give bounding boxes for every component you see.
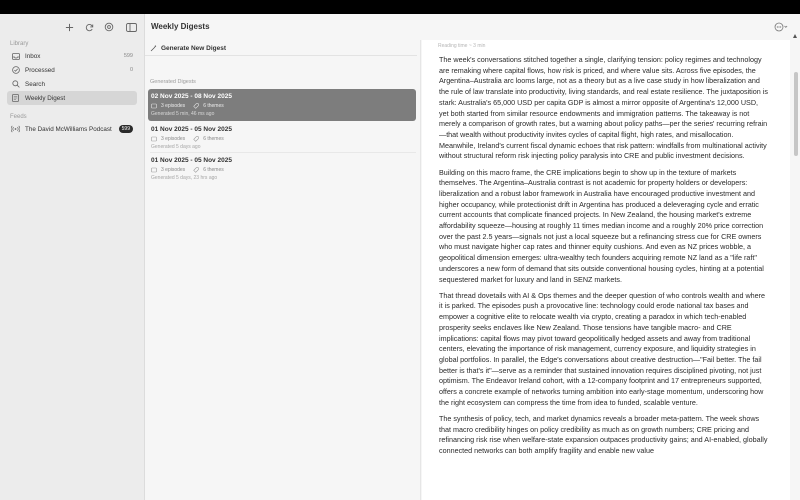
article-paragraph: The synthesis of policy, tech, and market dynamics reveals a broader meta-pattern. The week shows that macro credibility hinges on policy credibility as much as on growth numbers; CRE pricing and refinancing risk rise when welfare-state expansion outpaces productivity gains; and AI-enabled, globally connected networks can both amplify fragility and enable new value (439, 414, 768, 456)
feeds-section-label: Feeds (10, 114, 27, 120)
check-circle-icon (11, 66, 20, 75)
main-header (145, 14, 800, 40)
digest-themes: 6 themes (203, 136, 224, 142)
sidebar-item-label: The David McWilliams Podcast (25, 125, 112, 133)
processed-count: 0 (129, 67, 133, 73)
generate-digest-label: Generate New Digest (161, 44, 227, 52)
digest-episodes: 3 episodes (161, 103, 186, 109)
themes-icon (193, 136, 199, 142)
sidebar-item-label: Search (25, 80, 45, 88)
digest-list-pane (145, 40, 421, 500)
digest-title: 02 Nov 2025 - 08 Nov 2025 (151, 93, 232, 100)
episodes-icon (151, 167, 157, 173)
digest-reader[interactable] (422, 40, 790, 500)
digest-episodes: 3 episodes (161, 136, 186, 142)
sidebar-item-label: Weekly Digest (25, 94, 66, 102)
digest-generated-time: Generated 5 days, 23 hrs ago (151, 175, 218, 181)
article-paragraph: The week's conversations stitched together a single, clarifying tension: policy regimes and technology are remaking where capital flows, how risk is priced, and where value sits. Across five episodes, the Argentina–Australia arc looms large, not as a theory but as a live case study in how liberalization and the rule of law translate into productivity, living standards, and real estate resilience. The juxtaposition is stark: Australia's 65,000 USD per capita GDP is almost a mirror opposite of Argentina's 12,000 USD, yet both started from similar resource endowments and immigration patterns. The takeaway is not merely a comparison of growth rates, but a warning about policy paths—per the series' recurring refrain—that wealth without productivity invites cycles of capital flight, high rates, and misallocation. Meanwhile, Ireland's current fiscal dynamic echoes that risk pattern: windfalls from multinational activity without structural reform risk injecting policy paralysis into CRE and public investment decisions. (439, 55, 768, 161)
generate-digest-button[interactable] (150, 42, 226, 54)
digest-generated-time: Generated 5 min, 46 ms ago (151, 111, 215, 117)
scroll-up-arrow-icon[interactable] (793, 34, 797, 38)
digest-generated-time: Generated 5 days ago (151, 144, 201, 150)
settings-icon[interactable] (101, 19, 117, 35)
divider (145, 55, 417, 56)
article-paragraph: Building on this macro frame, the CRE implications begin to show up in the texture of markets themselves. The Argentina–Australia contrast is not academic for property holders or developers: liberalization and a robust labor framework in Australia have encouraged productive investment and higher occupancy, while protectionist drift in Argentina has produced a deleveraging cycle and erratic current accounts that complicate financed projects. In New Zealand, the housing market's extreme affordability squeeze—housing at roughly 11 times median income and a roughly 20% price correction over the past 2.5 years—signals not just a local squeeze but a refinancing stress cue for CRE owners who must navigate higher cap rates and thinner equity cushions. And even as NZ prices wobble, a geopolitical dimension emerges: ultra-wealthy tech founders acquiring remote NZ land as a "life raft" underscores a new form of demand that sits outside conventional housing cycles, hinting at a potential sequestered market for luxury and land in SENZ markets. (439, 167, 764, 284)
sparkle-icon (150, 45, 157, 52)
digest-article (439, 55, 769, 462)
search-icon (11, 80, 20, 89)
library-section-label: Library (10, 41, 29, 47)
sidebar (0, 14, 145, 500)
inbox-count: 599 (123, 53, 133, 59)
refresh-icon[interactable] (81, 19, 97, 35)
inbox-icon (11, 52, 20, 61)
digest-item[interactable] (148, 153, 416, 185)
more-circle-icon[interactable] (774, 21, 788, 33)
plus-icon[interactable] (61, 19, 77, 35)
reading-time: Reading time ~ 3 min (438, 43, 486, 49)
digest-themes: 6 themes (203, 103, 224, 109)
digest-episodes: 3 episodes (161, 167, 186, 173)
sidebar-toggle-icon[interactable] (123, 19, 139, 35)
page-title: Weekly Digests (151, 22, 210, 31)
digest-title: 01 Nov 2025 - 05 Nov 2025 (151, 157, 232, 164)
themes-icon (193, 103, 199, 109)
digest-item[interactable] (148, 89, 416, 121)
digest-meta (151, 135, 413, 143)
app-window (0, 14, 800, 500)
digest-item[interactable] (148, 122, 416, 154)
episodes-icon (151, 103, 157, 109)
themes-icon (193, 167, 199, 173)
sidebar-item-processed[interactable] (7, 63, 137, 77)
digest-meta (151, 102, 413, 110)
sidebar-item-label: Inbox (25, 52, 41, 60)
generated-digests-label: Generated Digests (150, 79, 196, 85)
digest-meta (151, 166, 413, 174)
document-icon (11, 94, 20, 103)
feed-count-badge: 599 (119, 125, 133, 133)
sidebar-item-label: Processed (25, 66, 55, 74)
sidebar-item-inbox[interactable] (7, 49, 137, 63)
sidebar-feed-item[interactable] (7, 122, 137, 136)
article-paragraph: That thread dovetails with AI & Ops themes and the deeper question of who controls wealth and where it is parked. The episodes push a provocative line: technology could erode national tax bases and empower a cognitive elite to relocate wealth via crypto, creating a paradox in which tech-enabled prosperity seeks enclaves like New Zealand. Those tensions have tangible macro- and CRE implications: capital flows may pivot toward geopolitically hedged assets and away from traditional centers, elevating the importance of risk management, currency exposure, and liquidity strategies in global portfolios. In parallel, the Edge's conversations about creative destruction—"Fail better. The fail better is that's it"—serve as a reminder that sustained innovation requires disciplined pivoting, not just optimism. The Endeavor Ireland cohort, with a 12-company footprint and 17 entrepreneurs supported, offers a concrete example of networks turning ambition into early-stage momentum, underscoring how the right ecosystem can compress the time from idea to funded, scalable venture. (439, 290, 766, 407)
sidebar-item-search[interactable] (7, 77, 137, 91)
broadcast-icon (11, 125, 20, 134)
sidebar-item-weekly-digest[interactable] (7, 91, 137, 105)
episodes-icon (151, 136, 157, 142)
sidebar-toolbar (0, 14, 144, 40)
digest-title: 01 Nov 2025 - 05 Nov 2025 (151, 126, 232, 133)
digest-themes: 6 themes (203, 167, 224, 173)
vertical-scrollbar[interactable] (794, 72, 798, 156)
